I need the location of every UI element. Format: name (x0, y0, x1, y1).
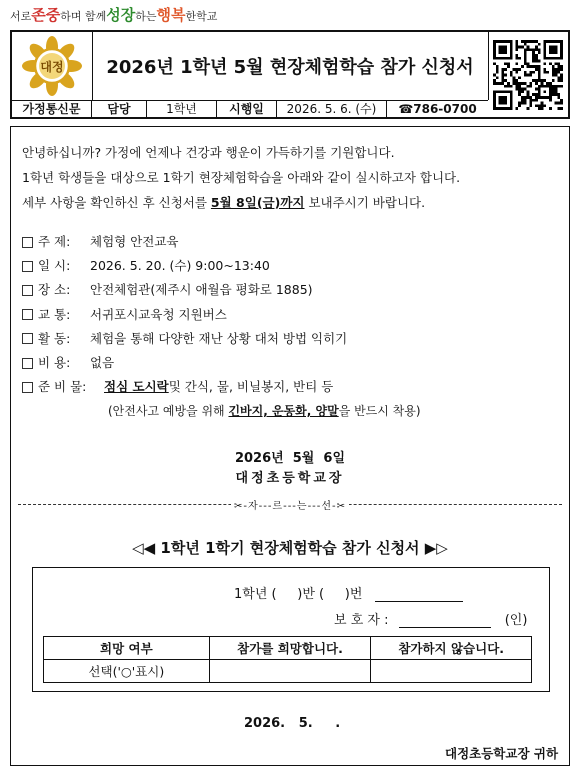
student-class-number[interactable]: 1학년 ( )반 ( )번 (234, 587, 363, 602)
participation-table (43, 636, 532, 683)
list-item-supplies (22, 375, 347, 399)
slogan-text: 서로 (10, 10, 32, 23)
guardian-label: 보 호 자 : (334, 613, 389, 628)
qr-code-icon[interactable] (488, 32, 568, 117)
form-title: ◁◀ 1학년 1학기 현장체험학습 참가 신청서 ▶▷ (132, 539, 448, 557)
note-text: 을 반드시 착용) (338, 404, 421, 418)
item-label: 활 동: (38, 330, 71, 346)
table-header: 참가하지 않습니다. (371, 637, 532, 660)
student-info-line[interactable] (234, 583, 463, 602)
checkbox-icon (22, 309, 33, 320)
list-item (22, 230, 347, 254)
date-label: 시행일 (217, 101, 277, 118)
intro-text: 보내주시기 바랍니다. (304, 195, 426, 210)
slogan-text: 하는 (135, 10, 157, 23)
supplies-emphasis: 점심 도시락 (104, 379, 169, 395)
logo-text: 대정 (40, 60, 64, 74)
newsletter-header (10, 30, 570, 119)
checkbox-icon (22, 333, 33, 344)
item-label: 비 용: (38, 354, 71, 370)
issuer-school: 대정초등학교장 (235, 471, 345, 486)
item-label: 교 통: (38, 306, 71, 322)
header-info-row (12, 100, 488, 118)
slogan-word-happy: 행복 (156, 6, 186, 24)
issue-date: 2026년 5월 6일 (234, 451, 346, 466)
intro-text: 세부 사항을 확인하신 후 신청서를 (22, 195, 211, 210)
safety-note (108, 402, 421, 419)
addressee: 대정초등학교장 귀하 (445, 746, 559, 761)
checkbox-icon (22, 261, 33, 272)
item-label: 준 비 물: (38, 379, 87, 395)
list-item (22, 303, 347, 327)
list-item (22, 327, 347, 351)
slogan-text: 한학교 (185, 10, 218, 23)
list-item (22, 254, 347, 278)
cut-line-label (0, 497, 580, 512)
participate-cell[interactable] (209, 660, 371, 683)
slogan-text: 하며 함께 (60, 10, 107, 23)
item-value: 및 간식, 물, 비닐봉지, 반티 등 (168, 379, 334, 395)
student-name-field[interactable] (375, 587, 463, 602)
date-value: 2026. 5. 6. (수) (277, 101, 387, 118)
item-label: 장 소: (38, 282, 71, 298)
item-value: 2026. 5. 20. (수) 9:00~13:40 (90, 258, 270, 274)
item-label: 주 제: (38, 234, 71, 249)
table-header: 참가를 희망합니다. (209, 637, 371, 660)
deadline: 5월 8일(금)까지 (210, 195, 305, 210)
list-item (22, 351, 347, 375)
submission-date[interactable]: 2026. 5. . (244, 716, 341, 731)
slogan-word-respect: 존중 (31, 6, 61, 24)
item-value: 서귀포시교육청 지원버스 (90, 306, 227, 322)
slogan-word-growth: 성장 (106, 6, 136, 24)
checkbox-icon (22, 285, 33, 296)
table-row (44, 660, 532, 683)
table-header: 희망 여부 (44, 637, 210, 660)
seal-mark: (인) (504, 613, 528, 628)
select-label: 선택('○'표시) (44, 660, 210, 683)
table-header-row (44, 637, 532, 660)
school-slogan (10, 6, 217, 26)
list-item (22, 278, 347, 302)
page-title: 2026년 1학년 5월 현장체험학습 참가 신청서 (92, 32, 489, 100)
details-list (22, 230, 347, 399)
intro-line (22, 190, 460, 215)
intro-paragraph (22, 140, 460, 215)
note-text: (안전사고 예방을 위해 (108, 404, 229, 418)
item-value: 없음 (90, 354, 115, 370)
school-logo-cell (12, 32, 93, 100)
guardian-name-field[interactable] (399, 613, 491, 628)
item-value: 안전체험관(제주시 애월읍 평화로 1885) (90, 282, 313, 298)
item-label: 일 시: (38, 258, 71, 274)
note-emphasis: 긴바지, 운동화, 양말 (228, 404, 339, 418)
checkbox-icon (22, 237, 33, 248)
cut-label-text: ✂-자---르---는---선-✂ (231, 501, 349, 512)
newsletter-label: 가정통신문 (12, 101, 92, 118)
manager-label: 담당 (92, 101, 147, 118)
checkbox-icon (22, 382, 33, 393)
decline-cell[interactable] (371, 660, 532, 683)
checkbox-icon (22, 358, 33, 369)
intro-line: 안녕하십니까? 가정에 언제나 건강과 행운이 가득하기를 기원합니다. (22, 145, 395, 160)
item-value: 체험을 통해 다양한 재난 상황 대처 방법 익히기 (90, 330, 348, 346)
intro-line: 1학년 학생들을 대상으로 1학기 현장체험학습을 아래와 같이 실시하고자 합니다. (22, 170, 461, 185)
manager-value: 1학년 (147, 101, 217, 118)
item-value: 체험형 안전교육 (90, 234, 179, 249)
phone-number: ☎786-0700 (398, 102, 477, 116)
guardian-line[interactable] (334, 609, 527, 628)
